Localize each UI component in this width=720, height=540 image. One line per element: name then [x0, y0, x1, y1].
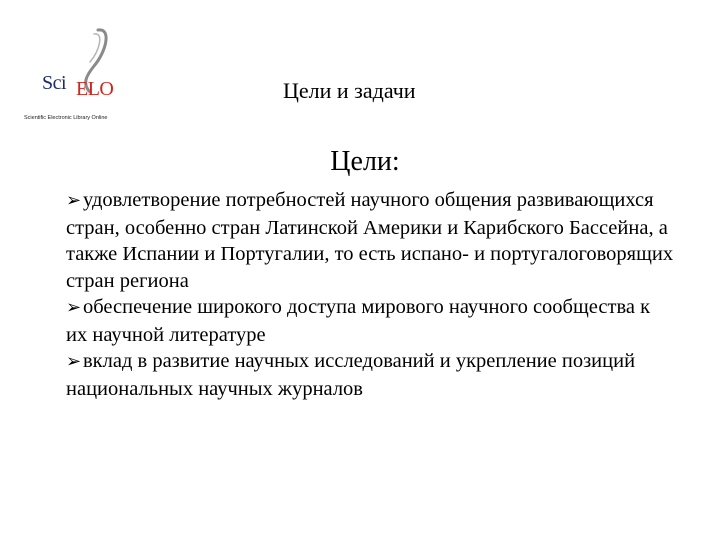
arrow-bullet-icon: ➢ [66, 351, 82, 372]
goals-heading: Цели: [330, 146, 400, 177]
list-item [66, 348, 676, 402]
logo-sci-text: Sci [42, 72, 67, 94]
goals-list [66, 187, 676, 402]
arrow-bullet-icon: ➢ [66, 190, 82, 211]
list-item [66, 294, 676, 348]
scielo-logo [20, 22, 140, 121]
list-item-text: вклад в развитие научных исследований и укрепление позиций национальных научных журналов [66, 350, 636, 400]
list-item-text: удовлетворение потребностей научного общения развивающихся стран, особенно стран Латинской Америки и Карибского Бассейна, а также Испании и Португалии, то есть испано- и португалоговорящих стран региона [66, 189, 674, 292]
list-item-text: обеспечение широкого доступа мирового научного сообщества к их научной литературе [66, 296, 651, 346]
list-item [66, 187, 676, 294]
slide-title: Цели и задачи [283, 78, 416, 103]
arrow-bullet-icon: ➢ [66, 297, 82, 318]
logo-elo-text: ELO [76, 78, 114, 100]
logo-tagline: Scientific Electronic Library Online [24, 115, 108, 121]
